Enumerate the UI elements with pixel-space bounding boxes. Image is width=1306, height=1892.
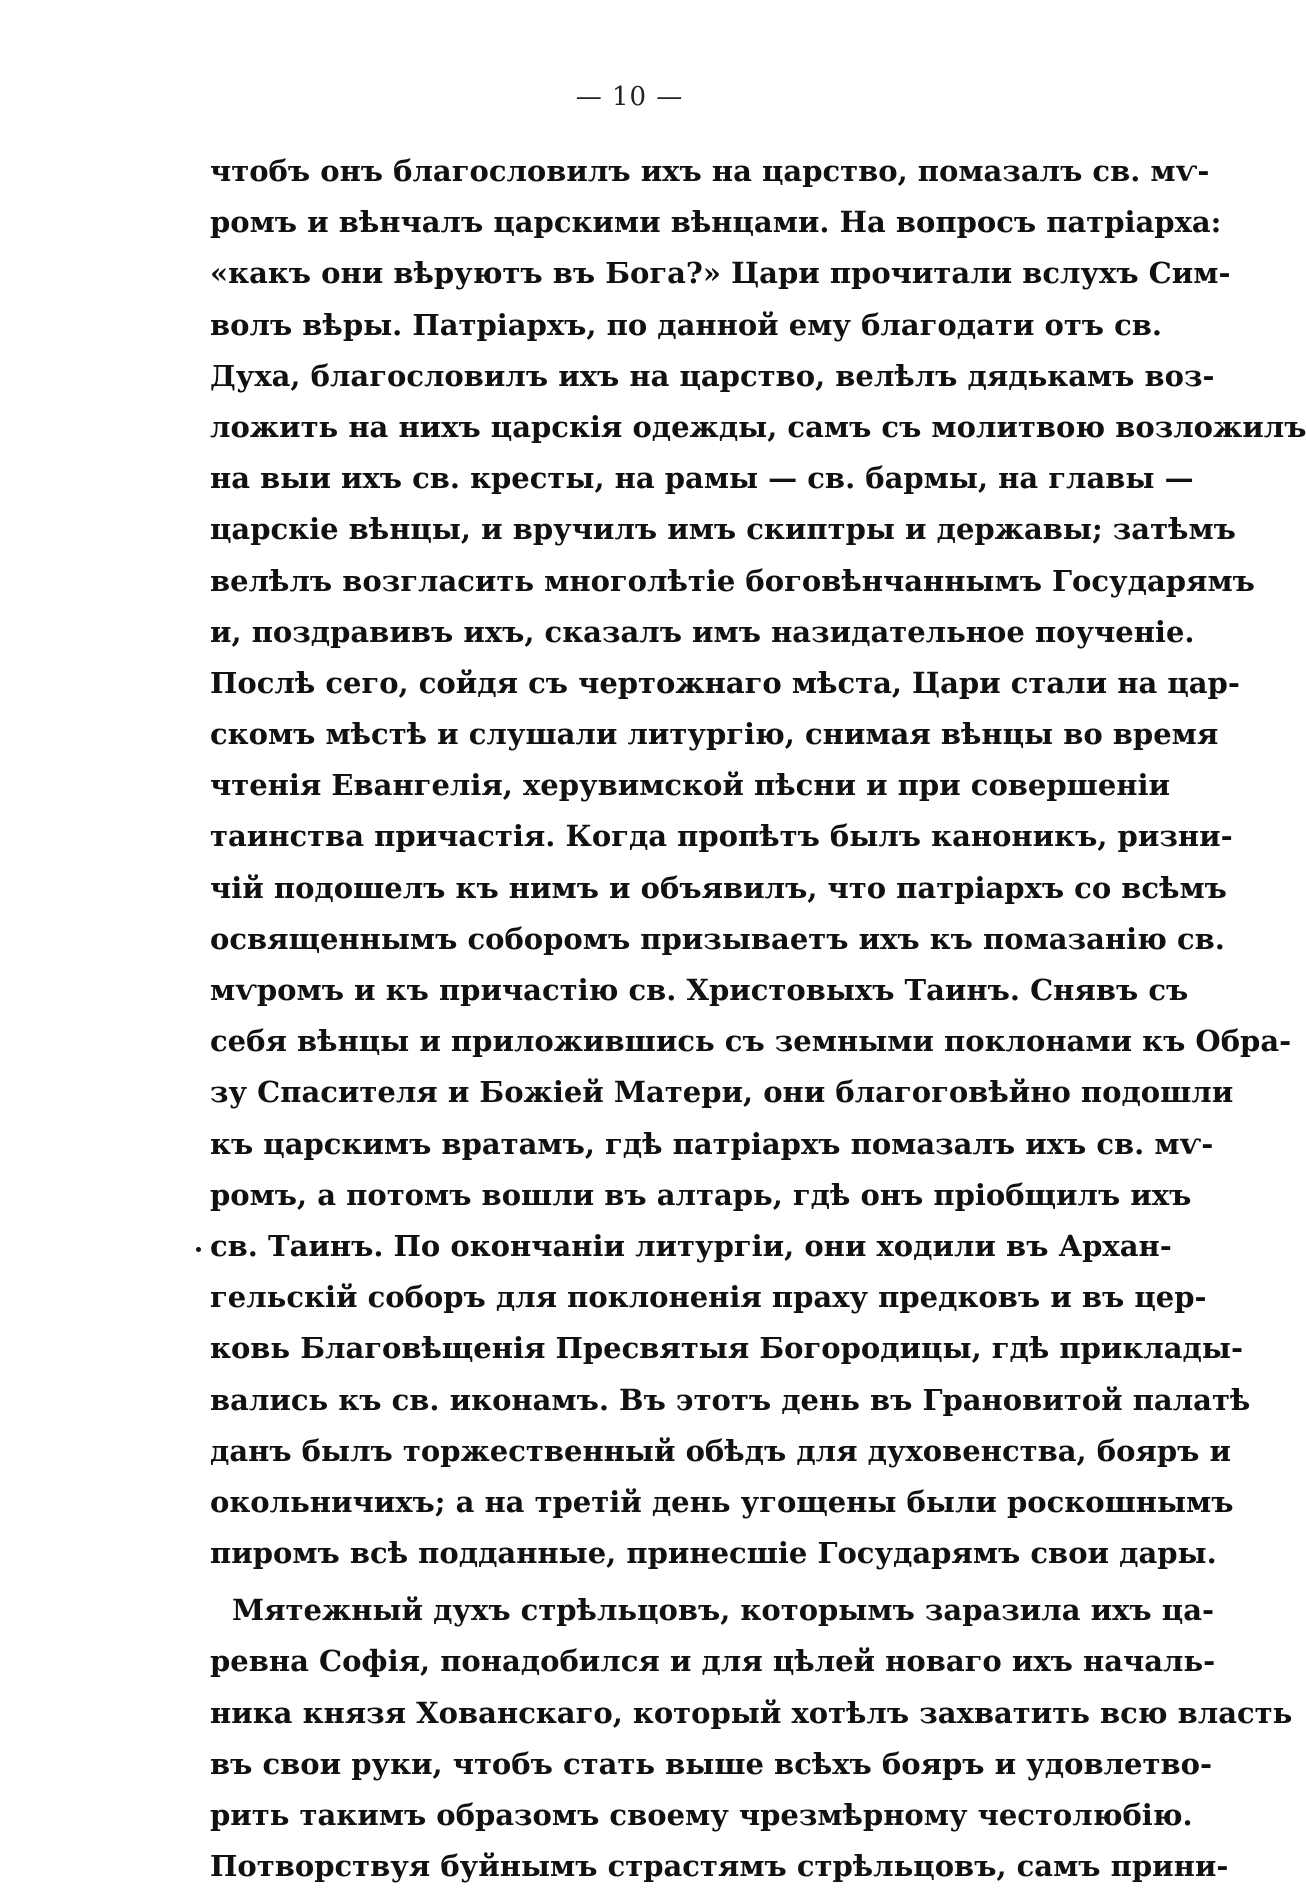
text-line: чтобъ онъ благословилъ ихъ на царство, помазалъ св. мѵ-	[210, 154, 1210, 188]
text-line: пиромъ всѣ подданные, принесшіе Государямъ свои дары.	[210, 1536, 1217, 1571]
text-line: себя вѣнцы и приложившись съ земными поклонами къ Обра-	[210, 1024, 1292, 1059]
text-line: св. Таинъ. По окончаніи литургіи, они ходили въ Архан-	[210, 1228, 1172, 1263]
text-line: гельскій соборъ для поклоненія праху предковъ и въ цер-	[210, 1280, 1207, 1315]
text-line: ромъ, а потомъ вошли въ алтарь, гдѣ онъ пріобщилъ ихъ	[210, 1177, 1192, 1212]
text-line: скомъ мѣстѣ и слушали литургію, снимая вѣнцы во время	[210, 717, 1219, 752]
margin-mark	[196, 1247, 201, 1252]
text-line: освященнымъ соборомъ призываетъ ихъ къ помазанію св.	[210, 921, 1225, 956]
page-number: — 10 —	[575, 82, 684, 112]
text-line: въ свои руки, чтобъ стать выше всѣхъ бояръ и удовлетво-	[210, 1746, 1213, 1781]
text-line: велѣлъ возгласить многолѣтіе боговѣнчаннымъ Государямъ	[210, 563, 1255, 598]
text-line: царскіе вѣнцы, и вручилъ имъ скиптры и державы; затѣмъ	[210, 512, 1236, 547]
text-line: вались къ св. иконамъ. Въ этотъ день въ Грановитой палатѣ	[210, 1382, 1251, 1417]
text-line: рить такимъ образомъ своему чрезмѣрному честолюбію.	[210, 1798, 1193, 1832]
text-line: «какъ они вѣруютъ въ Бога?» Цари прочитали вслухъ Сим-	[210, 256, 1231, 291]
text-line: чтенія Евангелія, херувимской пѣсни и при совершеніи	[210, 768, 1171, 803]
text-line: чій подошелъ къ нимъ и объявилъ, что патріархъ со всѣмъ	[210, 870, 1227, 905]
text-line: къ царскимъ вратамъ, гдѣ патріархъ помазалъ ихъ св. мѵ-	[210, 1126, 1214, 1161]
text-line: окольничихъ; а на третій день угощены были роскошнымъ	[210, 1484, 1234, 1519]
text-line: ника князя Хованскаго, который хотѣлъ захватить всю власть	[210, 1695, 1293, 1730]
text-line: Мятежный духъ стрѣльцовъ, которымъ заразила ихъ ца-	[232, 1593, 1215, 1628]
text-line: ревна Софія, понадобился и для цѣлей новаго ихъ началь-	[210, 1644, 1216, 1679]
paragraph-2	[210, 1585, 1293, 1892]
text-line: Потворствуя буйнымъ страстямъ стрѣльцовъ, самъ прини-	[210, 1849, 1229, 1884]
text-line: мѵромъ и къ причастію св. Христовыхъ Таинъ. Снявъ съ	[210, 973, 1189, 1007]
text-line: Духа, благословилъ ихъ на царство, велѣлъ дядькамъ воз-	[210, 358, 1215, 393]
text-line: волъ вѣры. Патріархъ, по данной ему благодати отъ св.	[210, 307, 1163, 342]
text-line: Послѣ сего, сойдя съ чертожнаго мѣста, Цари стали на цар-	[210, 665, 1240, 700]
text-line: данъ былъ торжественный обѣдъ для духовенства, бояръ и	[210, 1433, 1231, 1468]
body-text	[210, 146, 1306, 1892]
text-line: зу Спасителя и Божіей Матери, они благоговѣйно подошли	[210, 1075, 1234, 1110]
text-line: ковь Благовѣщенія Пресвятыя Богородицы, гдѣ приклады-	[210, 1331, 1243, 1366]
text-line: на выи ихъ св. кресты, на рамы — св. бармы, на главы —	[210, 461, 1194, 496]
text-line: ложить на нихъ царскія одежды, самъ съ молитвою возложилъ	[210, 409, 1306, 444]
text-line: таинства причастія. Когда пропѣтъ былъ каноникъ, ризни-	[210, 819, 1233, 854]
paragraph-1	[210, 146, 1306, 1579]
text-line: ромъ и вѣнчалъ царскими вѣнцами. На вопросъ патріарха:	[210, 205, 1222, 240]
text-line: и, поздравивъ ихъ, сказалъ имъ назидательное поученіе.	[210, 614, 1195, 649]
